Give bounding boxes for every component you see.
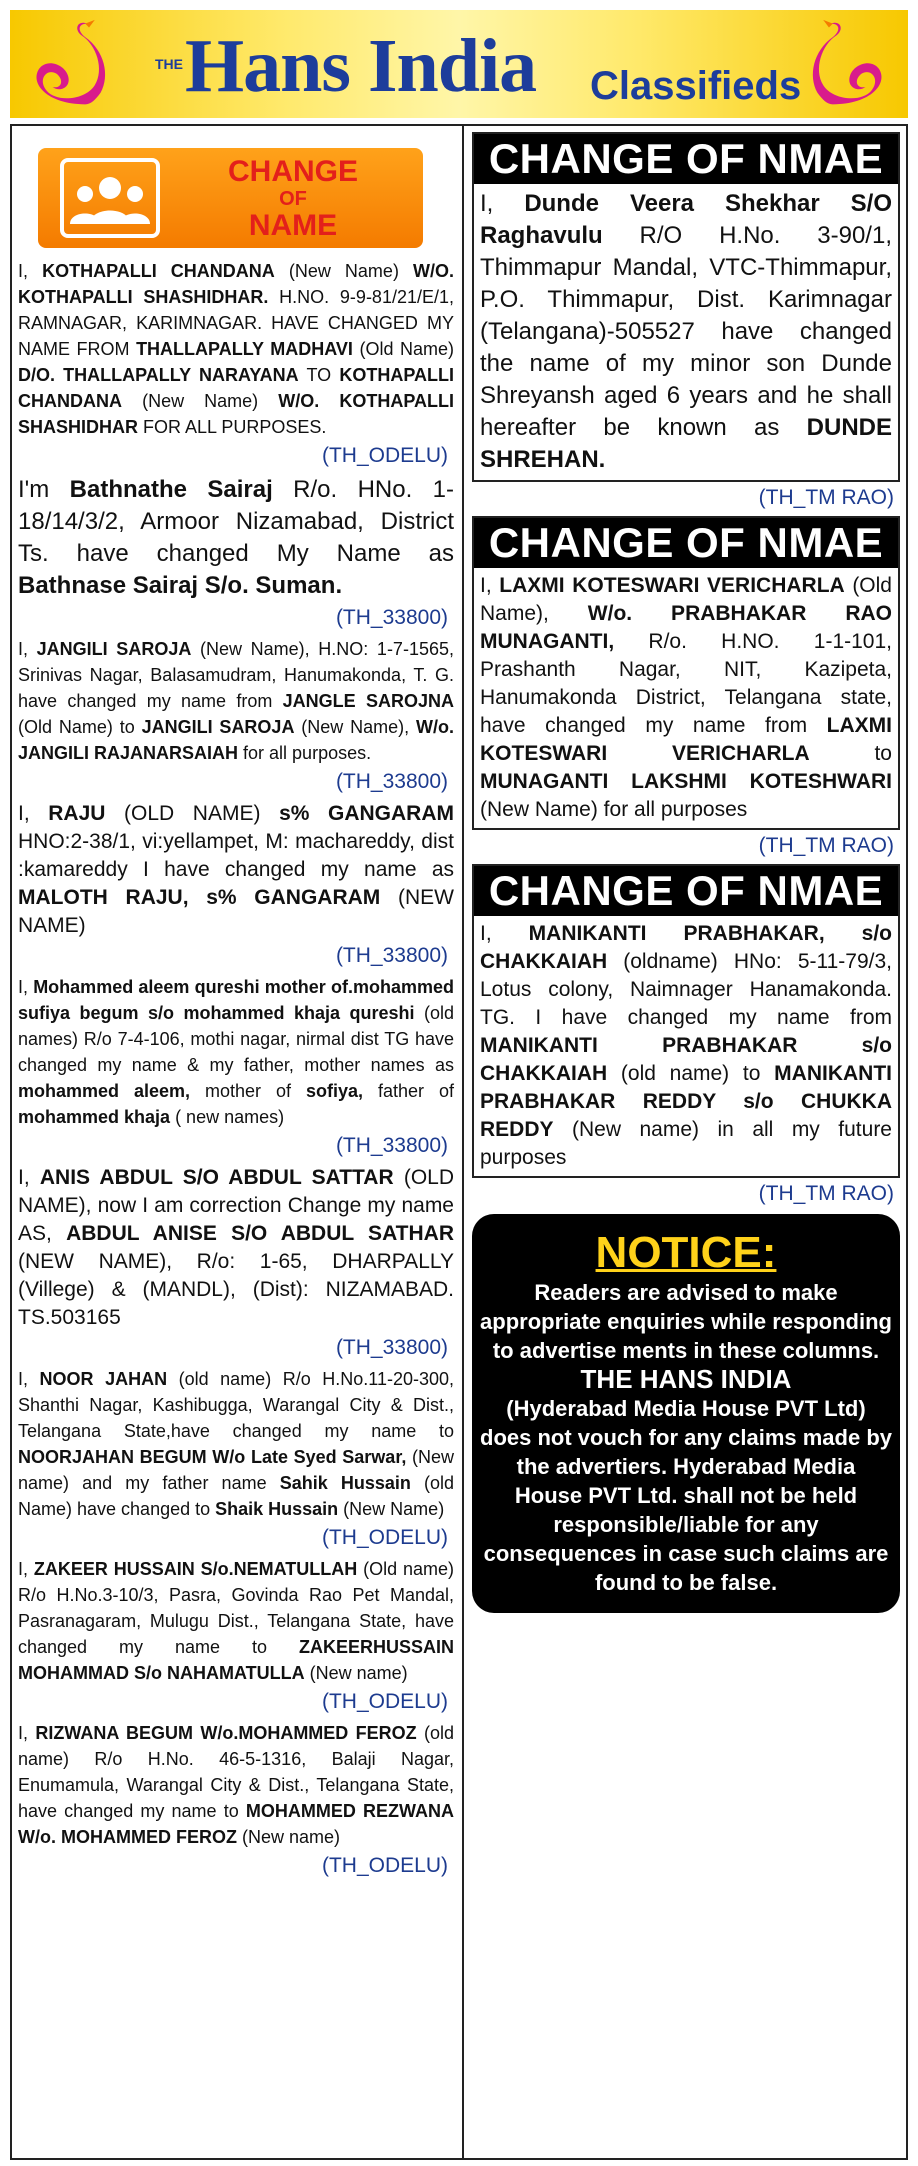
- ad-text-regular: R/o. HNo. 1-18/14/3/2, Armoor Nizamabad, District Ts. have changed My Name as: [18, 476, 454, 567]
- ad-text-regular: (NEW NAME), R/o: 1-65, DHARPALLY (Villege) & (MANDL), (Dist): NIZAMABAD. TS.503165: [18, 1250, 454, 1329]
- ad-text-regular: (New Name): [274, 261, 413, 281]
- ad-text-bold: ANIS ABDUL S/O ABDUL SATTAR: [39, 1166, 394, 1189]
- ad-text-bold: Shaik Hussain: [215, 1499, 339, 1519]
- ad-text: [18, 1556, 454, 1686]
- left-classified-ad: [18, 636, 454, 766]
- ad-reference-code: (TH_33800): [335, 1134, 448, 1157]
- ad-text-bold: Mohammed aleem qureshi mother of.mohammed sufiya begum s/o mohammed khaja qureshi: [18, 977, 454, 1023]
- ad-text-regular: (Old Name) to: [18, 717, 142, 737]
- ad-heading: CHANGE OF NMAE: [474, 134, 898, 184]
- ad-text: [18, 974, 454, 1130]
- ad-text-bold: NOOR JAHAN: [39, 1369, 168, 1389]
- masthead-the: THE: [155, 56, 183, 72]
- ad-text-bold: Dunde Veera Shekhar S/O Raghavulu: [480, 190, 892, 249]
- ad-text-regular: (Old Name),: [480, 574, 892, 625]
- ad-text-bold: s% GANGARAM: [279, 802, 454, 825]
- badge-label: CHANGE OF NAME: [227, 155, 358, 242]
- ad-text-bold: W/o. PRABHAKAR RAO MUNAGANTI,: [480, 602, 892, 653]
- ad-text-regular: (New Name): [338, 1499, 445, 1519]
- ad-reference-code: (TH_33800): [335, 944, 448, 967]
- ad-text-bold: RAJU: [48, 802, 106, 825]
- ad-text-regular: (New Name) for all purposes: [480, 798, 748, 821]
- ad-text-regular: father of: [363, 1081, 454, 1101]
- ad-text-bold: W/O. KOTHAPALLI SHASHIDHAR.: [18, 261, 454, 307]
- ad-text-regular: HNO:2-38/1, vi:yellampet, M: machareddy, dist :kamareddy I have changed my name as: [18, 830, 454, 881]
- ad-reference-code: (TH_TM RAO): [758, 486, 894, 509]
- ad-text: [480, 572, 892, 824]
- notice-paragraph-1: Readers are advised to make appropriate enquiries while responding to advertise ments in these columns.: [480, 1280, 892, 1363]
- ad-reference-code: (TH_ODELU): [321, 444, 448, 467]
- ad-text: [480, 920, 892, 1172]
- ad-reference-code: (TH_33800): [335, 770, 448, 793]
- section-title: Classifieds: [590, 64, 802, 108]
- notice-title: NOTICE:: [595, 1228, 777, 1277]
- ad-text-bold: JANGILI SAROJA: [36, 639, 192, 659]
- ad-text-bold: ZAKEER HUSSAIN S/o.NEMATULLAH: [33, 1559, 358, 1579]
- ad-text-regular: ( new names): [170, 1107, 285, 1127]
- ad-text-regular: (old name) to: [607, 1062, 775, 1085]
- ad-text-regular: (OLD NAME), now I am correction Change my name AS,: [18, 1166, 454, 1245]
- ad-text-regular: (old name) R/o H.No.11-20-300, Shanthi Nagar, Kashibugga, Warangal City & Dist., Telangana State,have changed my name to: [18, 1369, 454, 1441]
- ad-text: [18, 1366, 454, 1522]
- ad-reference-code: (TH_ODELU): [321, 1690, 448, 1713]
- ad-text-regular: (Old Name): [352, 339, 455, 359]
- ad-text-bold: Bathnase Sairaj S/o. Suman.: [18, 572, 343, 599]
- ad-text-regular: (Old name) R/o H.No.3-10/3, Pasra, Govinda Rao Pet Mandal, Pasranagaram, Mulugu Dist., Telangana State, have changed my name to: [18, 1559, 454, 1657]
- left-classified-ad: [18, 1366, 454, 1522]
- ad-text-bold: MUNAGANTI LAKSHMI KOTESHWARI: [480, 770, 892, 793]
- ad-text-bold: Bathnathe Sairaj: [69, 476, 273, 503]
- ad-text-regular: (old Name) have changed to: [18, 1473, 455, 1519]
- ad-text-regular: I'm: [18, 476, 70, 503]
- ad-text-regular: (New Name), H.NO: 1-7-1565, Srinivas Nagar, Balasamudram, Hanumakonda, T. G. have changed my name from: [18, 639, 454, 711]
- ad-text: [18, 636, 454, 766]
- ad-text-regular: I,: [18, 1166, 40, 1189]
- right-classified-ad: [472, 516, 900, 830]
- ad-heading: CHANGE OF NMAE: [474, 866, 898, 916]
- ad-text: [18, 1720, 454, 1850]
- ad-text: [18, 800, 454, 940]
- ad-text: [480, 188, 892, 476]
- column-divider: [462, 124, 464, 2160]
- masthead: [155, 20, 802, 110]
- left-classified-ad: [18, 974, 454, 1130]
- ad-reference-code: (TH_TM RAO): [758, 834, 894, 857]
- ad-text-bold: sofiya,: [305, 1081, 364, 1101]
- left-classified-ad: [18, 1164, 454, 1332]
- ad-text-bold: KOTHAPALLI CHANDANA: [42, 261, 275, 281]
- people-icon: [60, 158, 160, 238]
- ad-text-bold: D/O. THALLAPALLY NARAYANA: [18, 365, 299, 385]
- ad-text-bold: DUNDE SHREHAN.: [480, 414, 892, 473]
- ad-text-regular: TO: [298, 365, 340, 385]
- left-classified-ad: [18, 1556, 454, 1686]
- ad-text-regular: I,: [18, 1559, 34, 1579]
- ad-text: [18, 474, 454, 602]
- ad-text-regular: to: [809, 742, 892, 765]
- ad-text-bold: ZAKEERHUSSAIN MOHAMMAD S/o NAHAMATULLA: [18, 1637, 454, 1683]
- ad-text-bold: MOHAMMED REZWANA W/o. MOHAMMED FEROZ: [18, 1801, 455, 1847]
- right-classified-ad: [472, 132, 900, 482]
- ad-text-regular: (OLD NAME): [105, 802, 280, 825]
- ad-text-regular: (New name) and my father name: [18, 1447, 454, 1493]
- ad-text-bold: ABDUL ANISE S/O ABDUL SATHAR: [66, 1222, 454, 1245]
- ad-reference-code: (TH_ODELU): [321, 1526, 448, 1549]
- ad-reference-code: (TH_TM RAO): [758, 1182, 894, 1205]
- notice-org: THE HANS INDIA: [580, 1364, 792, 1394]
- ad-text-bold: MALOTH RAJU, s% GANGARAM: [18, 886, 381, 909]
- ad-text-regular: (New Name): [122, 391, 279, 411]
- ad-text-bold: MANIKANTI PRABHAKAR REDDY s/o CHUKKA REDDY: [480, 1062, 892, 1141]
- left-classified-ad: [18, 258, 454, 440]
- ad-text-bold: mohammed khaja: [18, 1107, 171, 1127]
- ad-heading: CHANGE OF NMAE: [474, 518, 898, 568]
- ad-text-regular: I,: [480, 190, 525, 217]
- ad-text-regular: (New name): [304, 1663, 408, 1683]
- ad-text-regular: I,: [18, 802, 49, 825]
- swan-logo-icon: [18, 16, 114, 112]
- ad-text-regular: (NEW NAME): [18, 886, 454, 937]
- ad-text-regular: (oldname) HNo: 5-11-79/3, Lotus colony, Naimnager Hanamakonda. TG. I have changed my name from: [480, 950, 892, 1029]
- ad-text-regular: I,: [18, 261, 43, 281]
- ad-text-regular: R/O H.No. 3-90/1, Thimmapur Mandal, VTC-Thimmapur, P.O. Thimmapur, Dist. Karimnagar (Telangana)-505527 have changed the name of my minor son Dunde Shreyansh aged 6 years and he shall hereafter be known as: [480, 222, 892, 441]
- ad-text-regular: (New name): [236, 1827, 341, 1847]
- ad-text: [18, 258, 454, 440]
- ad-text-bold: LAXMI KOTESWARI VERICHARLA: [499, 574, 845, 597]
- ad-text-bold: JANGILI SAROJA: [141, 717, 295, 737]
- ad-text-regular: R/o. H.NO. 1-1-101, Prashanth Nagar, NIT, Kazipeta, Hanumakonda District, Telangana state, have changed my name from: [480, 630, 892, 737]
- ad-text-bold: mohammed aleem,: [18, 1081, 191, 1101]
- ad-text-regular: mother of: [190, 1081, 306, 1101]
- right-column: [472, 132, 900, 1613]
- ad-text-regular: for all purposes.: [238, 743, 372, 763]
- left-classified-ad: [18, 474, 454, 602]
- ad-text-bold: NOORJAHAN BEGUM W/o Late Syed Sarwar,: [18, 1447, 407, 1467]
- ad-text-regular: I,: [480, 922, 529, 945]
- right-classified-ad: [472, 864, 900, 1178]
- ad-text-bold: W/o. JANGILI RAJANARSAIAH: [18, 717, 455, 763]
- ad-text-regular: (old names) R/o 7-4-106, mothi nagar, nirmal dist TG have changed my name & my father, mother names as: [18, 1003, 454, 1075]
- ad-text-regular: FOR ALL PURPOSES.: [138, 417, 327, 437]
- ad-reference-code: (TH_ODELU): [321, 1854, 448, 1877]
- ad-text-bold: MANIKANTI PRABHAKAR s/o CHAKKAIAH: [480, 1034, 892, 1085]
- left-column: [18, 130, 454, 1884]
- ad-reference-code: (TH_33800): [335, 606, 448, 629]
- ad-text-bold: Sahik Hussain: [279, 1473, 411, 1493]
- notice-box: [472, 1214, 900, 1613]
- ad-reference-code: (TH_33800): [335, 1336, 448, 1359]
- ad-text-bold: JANGLE SAROJNA: [282, 691, 455, 711]
- ad-text-regular: (New name) in all my future purposes: [480, 1118, 892, 1169]
- ad-text-regular: H.NO. 9-9-81/21/E/1, RAMNAGAR, KARIMNAGAR. HAVE CHANGED MY NAME FROM: [18, 287, 454, 359]
- ad-text-bold: RIZWANA BEGUM W/o.MOHAMMED FEROZ: [35, 1723, 417, 1743]
- ad-text-bold: THALLAPALLY MADHAVI: [136, 339, 353, 359]
- left-classified-ad: [18, 1720, 454, 1850]
- ad-text-bold: W/O. KOTHAPALLI SHASHIDHAR: [18, 391, 454, 437]
- ad-text-bold: MANIKANTI PRABHAKAR, s/o CHAKKAIAH: [480, 922, 892, 973]
- ad-text-bold: LAXMI KOTESWARI VERICHARLA: [480, 714, 892, 765]
- notice-paragraph-2: (Hyderabad Media House PVT Ltd) does not vouch for any claims made by the advertiers. Hyderabad Media House PVT Ltd. shall not be held responsible/liable for any consequences in case such claims are found to be false.: [480, 1396, 892, 1595]
- masthead-title: Hans India: [185, 24, 537, 108]
- ad-text-regular: I,: [18, 639, 37, 659]
- ad-text-regular: I,: [480, 574, 500, 597]
- ad-text-bold: KOTHAPALLI CHANDANA: [18, 365, 454, 411]
- swan-logo-icon: [804, 16, 900, 112]
- masthead-banner: [10, 10, 908, 118]
- ad-text: [18, 1164, 454, 1332]
- ad-text-regular: I,: [18, 1723, 36, 1743]
- ad-text-regular: I,: [18, 1369, 40, 1389]
- change-of-name-badge: [18, 130, 454, 258]
- ad-text-regular: (New Name),: [294, 717, 417, 737]
- left-classified-ad: [18, 800, 454, 940]
- ad-text-regular: I,: [18, 977, 34, 997]
- ad-text-regular: (old name) R/o H.No. 46-5-1316, Balaji Nagar, Enumamula, Warangal City & Dist., Telangana State, have changed my name to: [18, 1723, 454, 1821]
